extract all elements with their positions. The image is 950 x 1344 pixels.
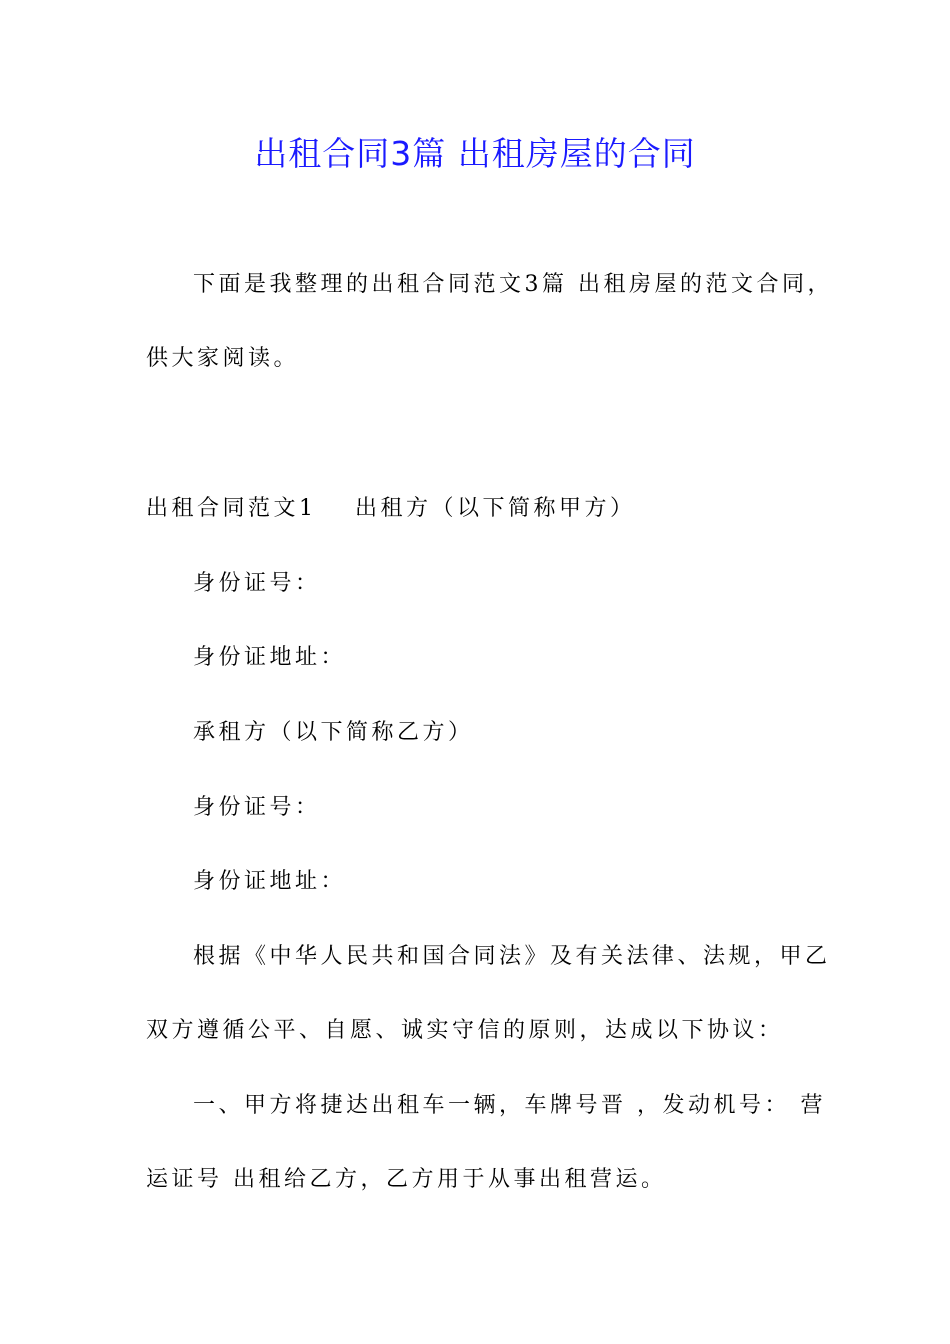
lessee-id-number: 身份证号：: [193, 795, 321, 820]
intro-line-2: 供大家阅读。: [146, 346, 300, 371]
section-heading: 出租合同范文1: [146, 496, 317, 521]
lessor-label: 出租方（以下简称甲方）: [355, 496, 636, 521]
basis-line-1: 根据《中华人民共和国合同法》及有关法律、法规，甲乙: [193, 944, 831, 969]
clause-1-line-2: 运证号 出租给乙方，乙方用于从事出租营运。: [146, 1167, 667, 1192]
lessee-label: 承租方（以下简称乙方）: [193, 720, 474, 745]
lessor-id-address: 身份证地址：: [193, 645, 347, 670]
basis-line-2: 双方遵循公平、自愿、诚实守信的原则，达成以下协议：: [146, 1018, 784, 1043]
document-title: 出租合同3篇 出租房屋的合同: [254, 134, 696, 173]
lessor-id-number: 身份证号：: [193, 571, 321, 596]
lessee-id-address: 身份证地址：: [193, 869, 347, 894]
clause-1-line-1: 一、甲方将捷达出租车一辆，车牌号晋 ，发动机号： 营: [193, 1093, 826, 1118]
intro-line-1: 下面是我整理的出租合同范文3篇 出租房屋的范文合同，: [193, 272, 833, 297]
